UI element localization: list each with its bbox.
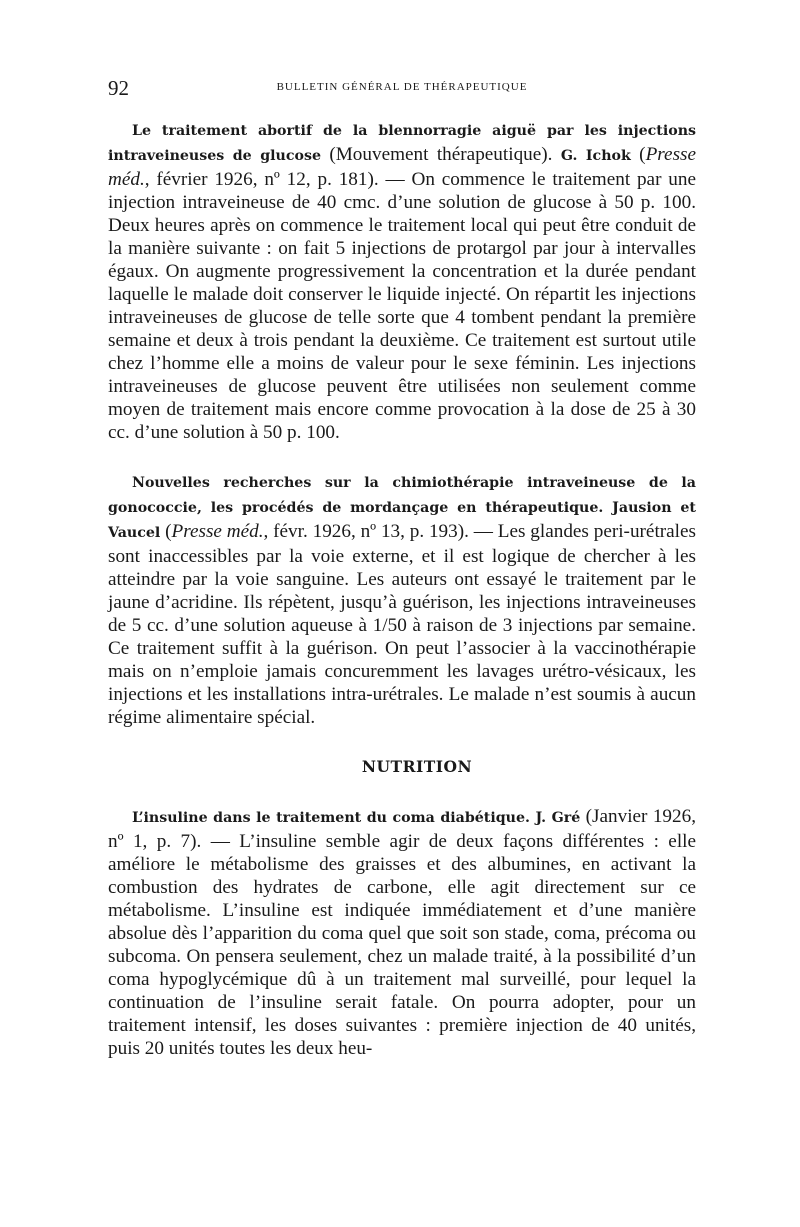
citation-open: (: [160, 521, 172, 542]
citation-details: , févr. 1926, nº 13, p. 193).: [263, 521, 469, 542]
article-title: Nouvelles recherches sur la chimiothérapie intraveineuse de la gonococcie, les procédés de mordançage en thérapeutique.: [108, 475, 696, 516]
page-header: [108, 76, 696, 100]
article-author: Jausion et Vaucel: [108, 500, 696, 541]
article-citation: (Janvier 1926, nº 1, p. 7).: [108, 806, 697, 852]
article-text: — Les glandes peri-urétrales sont inaccessibles par la voie externe, et il est logique de chercher à les atteindre par la voie sanguine. Les auteurs ont essayé le traitement par le jaune d’acridine. Ils répètent, jusqu’à guérison, les injections intraveineuses de 5 cc. d’une solution aqueuse à 1/50 à raison de 3 injections par semaine. Ce traitement suffit à la guérison. On peut l’associer à la vaccinothérapie mais on n’emploie jamais concuremment les lavages urétro-vésicaux, les injections et les installations intra-urétrales. Le malade n’est soumis à aucun régime alimentaire spécial.: [108, 521, 696, 728]
journal-name: Presse méd.: [108, 144, 697, 190]
article-text: — L’insuline semble agir de deux façons différentes : elle améliore le métabolisme des graisses et des albumines, en activant la combustion des hydrates de carbone, elle agit directement sur ce métabolisme. L’insuline est indiquée immédiatement et d’une manière absolue dès l’apparition du coma quel que soit son stade, coma, précoma ou subcoma. On pensera seulement, chez un malade traité, à la possibilité d’un coma hypoglycémique dû à un traitement mal surveillé, pour lequel la continuation de l’insuline serait fatale. On pourra adopter, pour un traitement intensif, les doses suivantes : première injection de 40 unités, puis 20 unités toutes les deux heu-: [108, 831, 696, 1059]
article-text: — On commence le traitement par une injection intraveineuse de 40 cmc. d’une solution de glucose à 50 p. 100. Deux heures après on commence le traitement local qui peut être conduit de la manière suivante : on fait 5 injections de protargol par jour à intervalles égaux. On augmente progressivement la concentration et la durée pendant laquelle le malade doit conserver le liquide injecté. On répartit les injections intraveineuses de glucose de telle sorte que 4 tombent pendant la première semaine et deux à trois pendant la deuxième. Ce traitement est surtout utile chez l’homme elle a moins de valeur pour le sexe féminin. Les injections intraveineuses de glucose peuvent être utilisées non seulement comme moyen de traitement mais encore comme provocation à la dose de 25 à 30 cc. d’une solution à 50 p. 100.: [108, 169, 696, 443]
article-author: J. Gré: [529, 810, 581, 826]
article-insuline: [108, 805, 696, 1060]
article-author: G. Ichok: [560, 148, 631, 164]
section-heading: [108, 757, 696, 801]
article-blennorragie: [108, 118, 696, 444]
article-title: Le traitement abortif de la blennorragie aiguë par les injections intraveineuses de glucose: [108, 123, 696, 164]
citation-details: , février 1926, nº 12, p. 181).: [144, 169, 379, 190]
page-number: 92: [108, 76, 129, 100]
page-body: [108, 118, 696, 1060]
running-head: BULLETIN GÉNÉRAL DE THÉRAPEUTIQUE: [276, 81, 528, 93]
article-chimiotherapie: [108, 470, 696, 729]
section-heading-text: NUTRITION: [361, 757, 473, 776]
journal-name: Presse méd.: [171, 521, 264, 542]
citation-open: (: [630, 144, 646, 165]
article-source: (Mouvement thérapeutique).: [320, 144, 561, 165]
article-title: L’insuline dans le traitement du coma diabétique.: [132, 810, 530, 826]
